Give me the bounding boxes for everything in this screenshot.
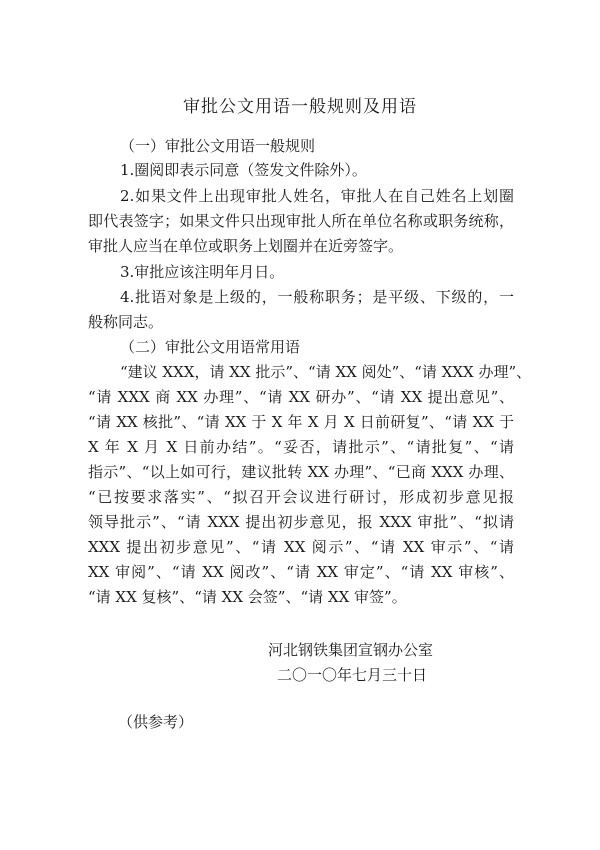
- rule-2-line-2: 即代表签字；如果文件只出现审批人所在单位名称或职务统称，: [88, 212, 514, 230]
- section1-heading: （一）审批公文用语一般规则: [120, 137, 316, 155]
- footnote-for-reference: （供参考）: [118, 713, 194, 731]
- rule-2-line-3: 审批人应当在单位或职务上划圈并在近旁签字。: [88, 237, 404, 255]
- phrases-line-7: 领导批示”、“请 XXX 提出初步意见，报 XXX 审批”、“拟请: [88, 513, 514, 531]
- section2-heading: （二）审批公文用语常用语: [120, 338, 301, 356]
- phrases-line-1: “建议 XXX，请 XX 批示”、“请 XX 阅处”、“请 XXX 办理”、: [120, 363, 532, 381]
- rule-4-line-1: 4.批语对象是上级的，一般称职务；是平级、下级的，一: [120, 288, 514, 306]
- phrases-line-8: XXX 提出初步意见”、“请 XX 阅示”、“请 XX 审示”、“请: [88, 538, 514, 556]
- signature-date: 二〇一〇年七月三十日: [277, 666, 428, 684]
- rule-2-line-1: 2.如果文件上出现审批人姓名，审批人在自己姓名上划圈: [120, 187, 514, 205]
- phrases-line-3: “请 XX 核批”、“请 XX 于 X 年 X 月 X 日前研复”、“请 XX 于: [88, 413, 514, 431]
- phrases-line-4: X 年 X 月 X 日前办结”。“妥否，请批示”、“请批复”、“请: [88, 438, 514, 456]
- phrases-line-10: “请 XX 复核”、“请 XX 会签”、“请 XX 审签”。: [88, 588, 407, 606]
- rule-3: 3.审批应该注明年月日。: [120, 263, 285, 281]
- phrases-line-9: XX 审阅”、“请 XX 阅改”、“请 XX 审定”、“请 XX 审核”、: [88, 563, 514, 581]
- phrases-line-6: “已按要求落实”、“拟召开会议进行研讨，形成初步意见报: [88, 488, 514, 506]
- phrases-line-5: 指示”、“以上如可行，建议批转 XX 办理”、“已商 XXX 办理、: [88, 463, 514, 481]
- phrases-line-2: “请 XXX 商 XX 办理”、“请 XX 研办”、“请 XX 提出意见”、: [88, 388, 514, 406]
- signature-organization: 河北钢铁集团宣钢办公室: [268, 641, 434, 659]
- rule-4-line-2: 般称同志。: [88, 313, 164, 331]
- document-title: 审批公文用语一般规则及用语: [183, 97, 417, 117]
- rule-1: 1.圈阅即表示同意（签发文件除外）。: [120, 161, 367, 179]
